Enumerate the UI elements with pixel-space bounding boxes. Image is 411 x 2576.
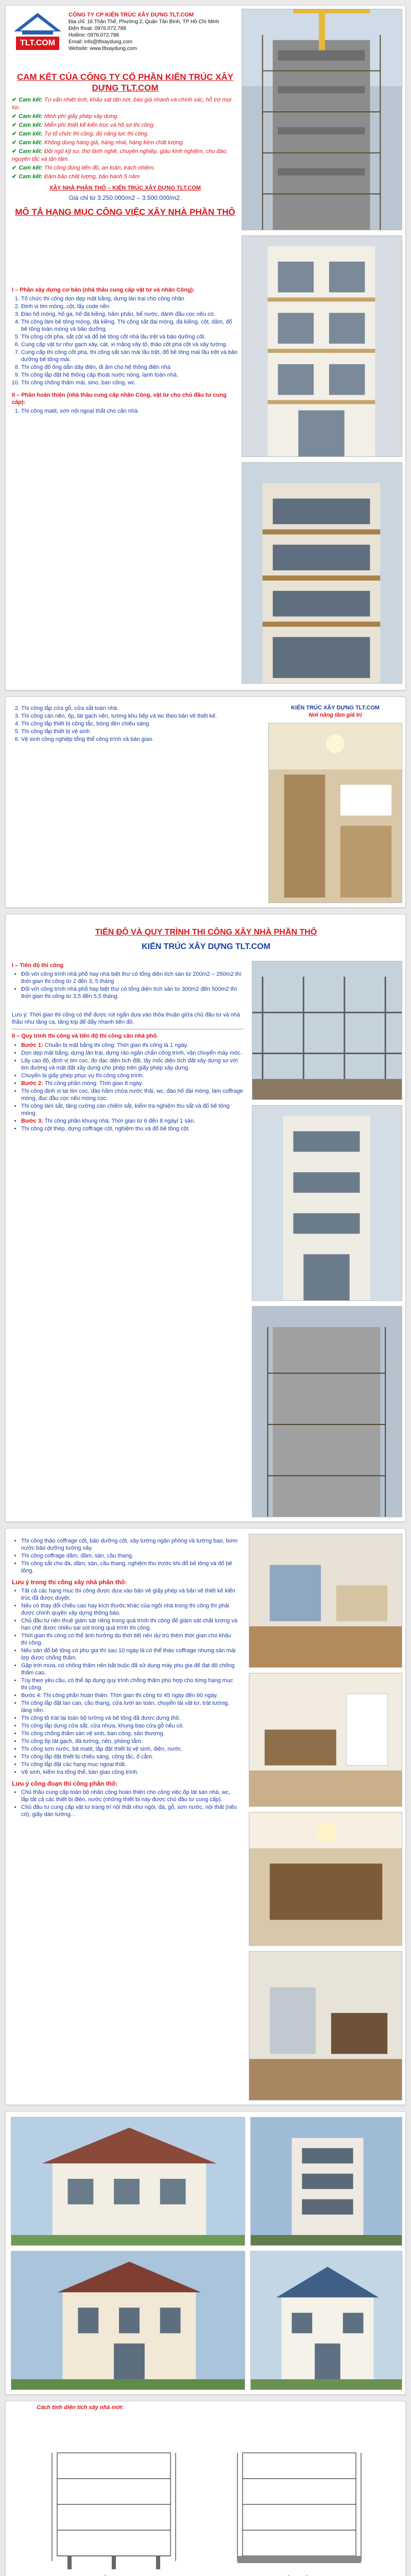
commitment-item: ✔ Cam kết: Thi công đúng tiến độ, an toàn, trách nhiệm. bbox=[12, 165, 156, 171]
process-step: • Bước 2: Thi công phần móng: Thời gian 8 ngày. bbox=[21, 1080, 244, 1087]
caption-title: KIẾN TRÚC XÂY DỰNG TLT.COM bbox=[291, 705, 380, 711]
process-step: • Thi công định vị tại tim cọc, đào hầm chứa nước thải, wc, đào hố đài móng, làm coffrage móng, đục đầu cọc nếu móng cọc. bbox=[21, 1088, 244, 1102]
finishing-card bbox=[5, 697, 406, 908]
commitment-item: ✔ Cam kết: Đội ngũ kỹ sư, thợ lành nghề, chuyên nghiệp, giàu kinh nghiệm, chu đáo, nguyên tắc và tận tâm. bbox=[12, 148, 228, 162]
list-item: 7. Cung cấp thi công cốt pha, thi công sắt sàn mái lầu trệt, đổ bê tông mái lầu trệt và bảo dưỡng bê tông mái. bbox=[21, 349, 238, 363]
building-photo-1 bbox=[242, 235, 402, 457]
commitment-item: ✔ Cam kết: Đảm bảo chất lượng, bảo hành 5 năm bbox=[12, 174, 140, 180]
check-icon: ✔ bbox=[12, 122, 17, 128]
interior-photo-2 bbox=[249, 1673, 402, 1807]
check-icon: ✔ bbox=[12, 113, 17, 120]
company-card bbox=[5, 5, 406, 690]
process-subtitle: KIẾN TRÚC XÂY DỰNG TLT.COM bbox=[141, 942, 270, 951]
process-step: • Bước 1: Chuẩn bị mặt bằng thi công: Thời gian thi công là 1 ngày. bbox=[21, 1042, 244, 1049]
list-item: • Chủ đầu tư cung cấp vật tư trang trí nội thất như ngói, đá, gỗ, sơn nước, nội thất (nếu có), giấy dán tường... bbox=[21, 1804, 238, 1818]
list-item: • Thi công sắt cho đà, dầm, sàn, cầu thang, nghiệm thu trước khi đổ bê tông và đổ bê tông. bbox=[21, 1560, 238, 1574]
area-caption: Cách tính diện tích xây nhà mới: bbox=[37, 2404, 124, 2411]
process-step: • Lấy cao độ, định vị tim cọc, đo đạc diện tích đất, lấy mốc diện tích đất xây dựng so với tim đường và mặt đất xây dựng cho phép trên giấy phép xây dựng. bbox=[21, 1057, 244, 1072]
list-item: • Thi công lắp đặt các hạng mục ngoại thất. bbox=[21, 1761, 238, 1768]
commitment-item: ✔ Cam kết: Không dùng hàng giả, hàng nhái, hàng kém chất lượng. bbox=[12, 140, 184, 146]
list-item: 9. Thi công lắp đặt hệ thống cấp thoát nước nóng, lạnh toàn nhà. bbox=[21, 371, 238, 379]
list-item: • Đối với công trình nhà phố hay biệt thự có tổng diện tích sàn từ 300m2 đến 500m2 thì thời gian thi công từ 3,5 đến 5,5 tháng. bbox=[21, 986, 244, 1000]
handover-list bbox=[12, 1789, 238, 1818]
list-item: • Thi công tô trát lại toàn bộ tường và bê tông đã được dựng thô. bbox=[21, 1715, 238, 1722]
list-item: • Chủ thầu cung cấp toàn bộ nhân công hoàn thiện cho công việc ốp lát sàn nhà, wc, lắp tất cả các thiết bị điện, nước (những thiết bị này được chủ đầu tư cung cấp). bbox=[21, 1789, 238, 1803]
list-item: 1. Tổ chức thi công dọn dẹp mặt bằng, dựng lán trại cho công nhân bbox=[21, 295, 238, 302]
check-icon: ✔ bbox=[12, 140, 17, 146]
finishing-list bbox=[12, 705, 238, 743]
check-icon: ✔ bbox=[12, 165, 17, 171]
list-item: • Đối với công trình nhà phố hay nhà biệt thự có tổng diện tích sàn từ 200m2 – 250m2 thì thời gian thi công từ 2 đến 3, 5 tháng bbox=[21, 971, 244, 985]
process-steps bbox=[12, 1042, 244, 1132]
interior-photo bbox=[268, 723, 402, 903]
building-photo-2 bbox=[242, 462, 402, 684]
list-item: 5. Thi công lắp thiết bị vệ sinh bbox=[21, 728, 238, 735]
list-item: 1. Thi công matit, sơn nội ngoại thất cho căn nhà. bbox=[21, 408, 238, 415]
part2-list bbox=[12, 408, 238, 415]
time-list bbox=[12, 971, 244, 1000]
process-step: • Dọn dẹp mặt bằng, dựng lán trại, dựng rào ngăn chắn công trình, vận chuyển máy móc. bbox=[21, 1049, 244, 1057]
check-icon: ✔ bbox=[12, 97, 17, 103]
list-item: • Thi công ốp lát gạch, đá tường, nền, phòng tắm. bbox=[21, 1738, 238, 1745]
list-item: 8. Thi công đổ ống dẫn dây điện, đi âm cho hệ thống điện nhà bbox=[21, 364, 238, 371]
list-item: • Bước 4: Thi công phần hoàn thiện: Thời gian thi công từ 45 ngày đến 60 ngày. bbox=[21, 1692, 238, 1699]
list-item: 10. Thi công chống thấm mái, sino, ban công, wc bbox=[21, 379, 238, 386]
company-phone: Điện thoại: 0976.072.788 bbox=[68, 26, 126, 31]
list-item: • Vệ sinh, kiểm tra tổng thể, bàn giao công trình. bbox=[21, 1769, 238, 1776]
process-step: • Thi công làm sắt, tăng cường cán chiếm sắt, kiểm tra nghiệm thu sắt và đổ bê tông móng. bbox=[21, 1103, 244, 1117]
list-item: • Tất cả các hạng mục thi công được dựa vào bản vẽ giấy phép và bản vẽ thiết kế kiến trúc đã được duyệt. bbox=[21, 1587, 238, 1602]
company-logo bbox=[12, 11, 63, 55]
commitment-item: ✔ Cam kết: Tự tổ chức thi công, đủ năng lực thi công. bbox=[12, 131, 149, 137]
company-header bbox=[12, 11, 228, 67]
construction-photo-main bbox=[242, 9, 402, 230]
list-item: • Tùy theo yêu cầu, có thể áp dụng quy trình chống thấm phù hợp cho từng hạng mục thi công. bbox=[21, 1677, 238, 1691]
frame-list bbox=[12, 1537, 238, 1574]
interior-photo-1 bbox=[249, 1534, 402, 1668]
list-item: • Thi công thảo coffrage cốt, bảo dưỡng cốt, xây tường ngăn phòng và tường bao, bơm nước bảo dưỡng tường xây. bbox=[21, 1537, 238, 1552]
villa-photo-2 bbox=[11, 2251, 245, 2390]
list-item: 3. Thi công cán nền, ốp, lát gạch nền, tường khu bếp và wc theo bản vẽ thiết kế. bbox=[21, 713, 238, 720]
process-step: • Bước 3: Thi công phần khung nhà: Thời gian từ 6 đến 8 ngày/ 1 sàn. bbox=[21, 1117, 244, 1125]
company-website: Website: www.tltxaydung.com bbox=[68, 46, 137, 52]
commitment-item: ✔ Cam kết: Miễn phí thiết kế kiến trúc và hồ sơ thi công. bbox=[12, 122, 155, 128]
caption-subtitle: Nơi năng tầm giá trị bbox=[309, 712, 362, 718]
handover-title: Lưu ý công đoạn thi công phần thô: bbox=[12, 1780, 118, 1787]
site-photo-1 bbox=[252, 961, 402, 1100]
villa-photo-1 bbox=[11, 2117, 245, 2246]
site-photo-3 bbox=[252, 1306, 402, 1517]
list-item: 3. Đào hố móng, hố ga, hố đá kiềng, hầm phân, bể nước, đánh đầu cọc nếu có. bbox=[21, 311, 238, 318]
check-icon: ✔ bbox=[12, 174, 17, 180]
site-photo-2 bbox=[252, 1105, 402, 1301]
notes-title: Lưu ý trong thi công xây nhà phần thô: bbox=[12, 1579, 127, 1586]
notes-list bbox=[12, 1587, 238, 1776]
company-address: Địa chỉ: 16 Thân Thể, Phường 2, Quận Tân Bình, TP Hồ Chí Minh bbox=[68, 19, 219, 25]
list-item: • Nếu có thay đổi chiều cao hay kích thước khác của ngôi nhà trong thi công thì phải được chính quyền xây dựng thông báo. bbox=[21, 1602, 238, 1617]
villas-card bbox=[5, 2111, 406, 2395]
logo-text: TLT.COM bbox=[20, 39, 56, 47]
villa-photo-4 bbox=[250, 2251, 402, 2390]
part1-list bbox=[12, 295, 238, 386]
price-link[interactable]: XÂY NHÀ PHẦN THÔ – KIẾN TRÚC XÂY DỰNG TLT.COM bbox=[49, 185, 201, 191]
company-email: Email: info@tltxaydung.com bbox=[68, 39, 133, 45]
diagram-strip-foundation bbox=[222, 2432, 376, 2576]
list-item: • Thi công chống thấm sàn vệ sinh, ban công, sân thượng. bbox=[21, 1730, 238, 1737]
process-steps-title: II – Quy trình thi công và tiến độ thi công căn nhà phố. bbox=[12, 1033, 159, 1039]
process-card bbox=[5, 914, 406, 1522]
list-item: • Thi công lắp dựng cửa sắt, cửa nhựa, khung bao cửa gỗ nếu có. bbox=[21, 1722, 238, 1730]
company-name: CÔNG TY CP KIẾN TRÚC XÂY DỰNG TLT.COM bbox=[68, 12, 194, 18]
list-item: • Thi công lắp đặt thiết bị chiếu sáng, công tắc, ổ cắm. bbox=[21, 1753, 238, 1760]
check-icon: ✔ bbox=[12, 131, 17, 137]
company-hotline: Hotline: 0976.072.788 bbox=[68, 32, 119, 38]
process-title: TIẾN ĐỘ VÀ QUY TRÌNH THI CÔNG XÂY NHÀ PHẦN THÔ bbox=[95, 928, 317, 937]
list-item: 4. Thi công làm bê tông móng, đá kiềng. Thi công sắt đai móng, đá kiềng, cột, dầm, đổ bê tông toàn móng và bảo dưỡng. bbox=[21, 318, 238, 333]
commitment-list bbox=[12, 96, 238, 181]
interior-photo-4 bbox=[249, 1951, 402, 2100]
scope-title: MÔ TẢ HẠNG MỤC CÔNG VIỆC XÂY NHÀ PHẦN THÔ bbox=[15, 207, 235, 217]
list-item: • Chủ đầu tư nên thuê giám sát riêng trong quá trình thi công để giám sát chất lượng và hạn chế được nhiều sai sót trong quá trình thi công. bbox=[21, 1617, 238, 1632]
notes-card bbox=[5, 1528, 406, 2105]
commitment-title: CAM KẾT CỦA CÔNG TY CỔ PHẦN KIẾN TRÚC XÂY DỰNG TLT.COM bbox=[16, 72, 234, 93]
villa-photo-3 bbox=[250, 2117, 402, 2246]
process-step: • Chuyển bị giấy phép phục vụ thi công công trình. bbox=[21, 1072, 244, 1079]
list-item: • Thi công coffrage dầm, đâm, sàn, cầu thang. bbox=[21, 1552, 238, 1560]
commitment-item: ✔ Cam kết: Tư vấn nhiệt tình, khảo sát tận nơi, báo giá nhanh và chính xác, hỗ trợ mọi lúc. bbox=[12, 97, 232, 111]
list-item: 4. Thi công lắp thiết bị công tắc, bóng đèn chiếu sáng. bbox=[21, 720, 238, 727]
part1-title: I – Phần xây dựng cơ bản (nhà thầu cung cấp vật tư và nhân Công): bbox=[12, 287, 195, 293]
time-title: I – Tiến độ thi công bbox=[12, 962, 64, 969]
list-item: 2. Thi công lắp cửa gỗ, cửa sắt toàn nhà. bbox=[21, 705, 238, 712]
list-item: • Nếu sàn đổ bê tông có phụ gia thì sau 10 ngày là có thể tháo coffrage nhưng sàn mái lợp được chống thấm. bbox=[21, 1647, 238, 1662]
check-icon: ✔ bbox=[12, 148, 17, 155]
area-card bbox=[5, 2401, 406, 2576]
list-item: • Gặp trời mưa, có chống thấm nên bắt buộc đã sử dụng máy phụ gia để đạt độ chống thấm cao. bbox=[21, 1662, 238, 1676]
list-item: • Thời gian thi công có thể ảnh hưởng do thời tiết nên dự trù thêm thời gian cho khâu thi công. bbox=[21, 1632, 238, 1647]
list-item: 2. Định vị tim móng, cột, lấy code nền bbox=[21, 303, 238, 310]
interior-photo-3 bbox=[249, 1812, 402, 1946]
part2-title: II – Phần hoàn thiện (nhà thầu cung cấp nhân Công, vật tư cho chủ đầu tư cung cấp): bbox=[12, 392, 227, 405]
list-item: 6. Cung cấp vật tư như gạch xây, cát, xi măng xây tô, thảo cốt pha cốt và xây tường. bbox=[21, 341, 238, 348]
process-step: • Thi công cột thép, dựng coffrage cột, nghiệm thu và đổ bê tông cột. bbox=[21, 1125, 244, 1132]
time-note: Lưu ý: Thời gian thi công có thể được rút ngắn dựa vào thỏa thuận giữa chủ đầu tư và nhà thầu như tăng ca, tăng kíp để đẩy nhanh tiến độ. bbox=[12, 1012, 241, 1025]
list-item: 5. Thi công cốt pha, sắt cột và đổ bê tông cốt nhà lầu trệt và bảo dưỡng cốt. bbox=[21, 333, 238, 341]
list-item: • Thi công sơn nước, bả matit, lắp đặt thiết bị vệ sinh, điện, nước. bbox=[21, 1745, 238, 1753]
list-item: 6. Vệ sinh công nghiệp tổng thể công trình và bàn giao. bbox=[21, 736, 238, 743]
price-text: Giá chỉ từ 3.250.000/m2 – 3.500.000/m2. bbox=[68, 194, 182, 201]
diagram-pile-foundation bbox=[37, 2432, 191, 2576]
list-item: • Thi công lắp đặt lan can, cầu thang, cửa lưới an toàn, chuyển tải vật tư, trát tường, láng nền. bbox=[21, 1700, 238, 1714]
commitment-item: ✔ Cam kết: Minh phí giấy phép xây dựng. bbox=[12, 113, 119, 120]
